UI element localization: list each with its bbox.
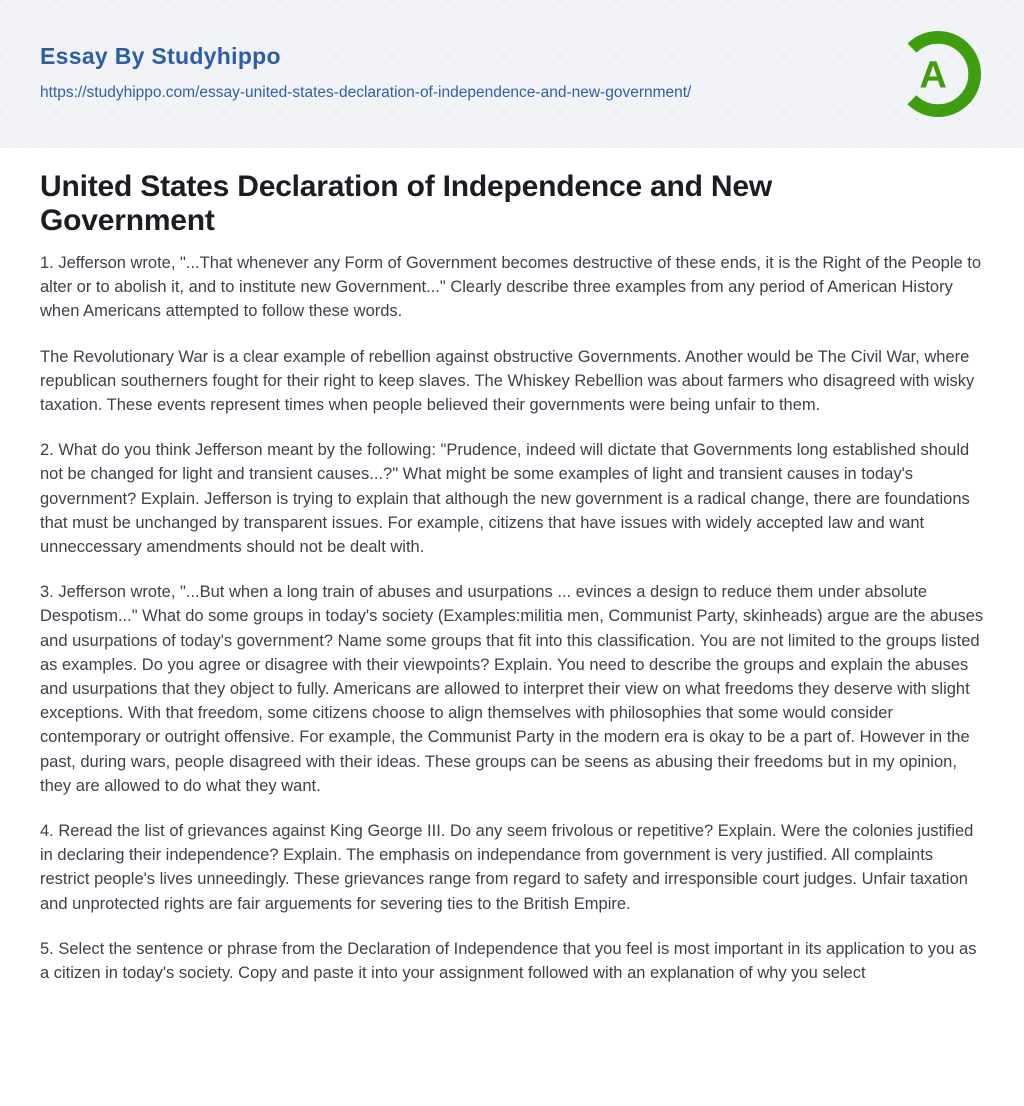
- page-title: United States Declaration of Independence and New Government: [40, 170, 773, 237]
- logo-letter: A: [919, 53, 947, 97]
- studyhippo-logo: [894, 29, 982, 119]
- essay-paragraph-4: 3. Jefferson wrote, "...But when a long train of abuses and usurpations ... evinces a design to reduce them under absolute Despotism..." What do some groups in today's society (Examples:militia men, Communist Party, skinheads) argue are the abuses and usurpations of today's government? Name some groups that fit into this classification. You are not limited to the groups listed as examples. Do you agree or disagree with their viewpoints? Explain. You need to describe the groups and explain the abuses and usurpations that they object to fully. Americans are allowed to interpret their view on what freedoms they deserve with slight exceptions. With that freedom, some citizens choose to align themselves with philosophies that some would consider contemporary or outright offensive. For example, the Communist Party in the modern era is okay to be a part of. However in the past, during wars, people disagreed with their ideas. These groups can be seens as abusing their freedoms but in my opinion, they are allowed to do what they want.: [40, 583, 984, 795]
- essay-paragraph-1: 1. Jefferson wrote, "...That whenever any Form of Government becomes destructive of these ends, it is the Right of the People to alter or to abolish it, and to institute new Government..." Clearly describe three examples from any period of American History when Americans attempted to follow these words.: [40, 254, 982, 321]
- page-header: [0, 0, 1024, 148]
- page-url-link[interactable]: https://studyhippo.com/essay-united-states-declaration-of-independence-and-new-government/: [40, 84, 692, 102]
- essay-paragraph-2: The Revolutionary War is a clear example of rebellion against obstructive Governments. Another would be The Civil War, where republican southerners fought for their right to keep slaves. The Whiskey Rebellion was about farmers who disagreed with wisky taxation. These events represent times when people believed their governments were being unfair to them.: [40, 347, 975, 415]
- essay-paragraph-3: 2. What do you think Jefferson meant by the following: "Prudence, indeed will dictate that Governments long established should not be changed for light and transient causes...?" What might be some examples of light and transient causes in today's government? Explain. Jefferson is trying to explain that although the new government is a radical change, there are foundations that must be unchanged by transparent issues. For example, citizens that have issues with widely accepted law and want unneccessary amendments should not be dealt with.: [40, 441, 970, 557]
- header-text-block: [40, 43, 691, 106]
- essay-article: [0, 148, 1024, 985]
- essay-paragraph-6: 5. Select the sentence or phrase from the Declaration of Independence that you feel is most important in its application to you as a citizen in today's society. Copy and paste it into your assignment followed with an explanation of why you select: [40, 939, 977, 983]
- essay-paragraph-5: 4. Reread the list of grievances against King George III. Do any seem frivolous or repetitive? Explain. Were the colonies justified in declaring their independence? Explain. The emphasis on independance from government is very justified. All complaints restrict people's lives unneedingly. These grievances range from regard to safety and irresponsible court judges. Unfair taxation and unprotected rights are fair arguements for severing ties to the British Empire.: [40, 822, 974, 913]
- site-title: Essay By Studyhippo: [40, 42, 281, 69]
